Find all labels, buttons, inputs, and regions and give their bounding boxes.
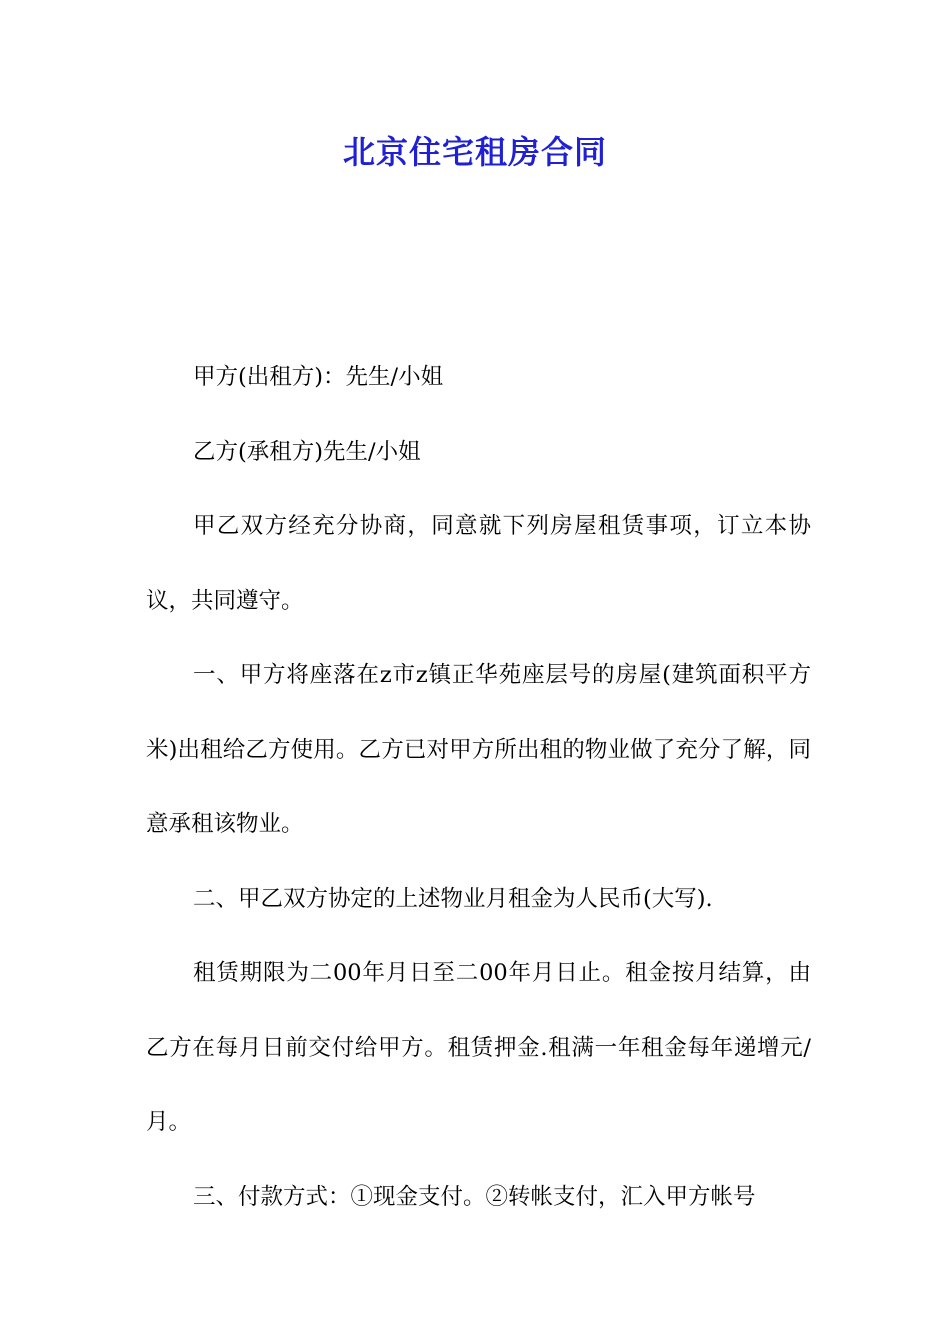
clause-one-paragraph: 一、甲方将座落在z市z镇正华苑座层号的房屋(建筑面积平方米)出租给乙方使用。乙方已对甲方所出租的物业做了充分了解，同意承租该物业。 [146,662,811,837]
party-b-line: 乙方(承租方)先生/小姐 [193,438,421,465]
clause-two-paragraph: 二、甲乙双方协定的上述物业月租金为人民币(大写). [193,885,713,912]
lease-term-paragraph: 租赁期限为二00年月日至二00年月日止。租金按月结算，由乙方在每月日前交付给甲方。租赁押金.租满一年租金每年递增元/月。 [146,960,811,1135]
clause-three-paragraph: 三、付款方式：①现金支付。②转帐支付，汇入甲方帐号 [193,1183,756,1210]
agreement-intro-paragraph: 甲乙双方经充分协商，同意就下列房屋租赁事项，订立本协议，共同遵守。 [146,513,811,614]
party-a-line: 甲方(出租方)：先生/小姐 [193,364,444,390]
document-title: 北京住宅租房合同 [342,133,607,171]
document-body [146,340,811,1234]
